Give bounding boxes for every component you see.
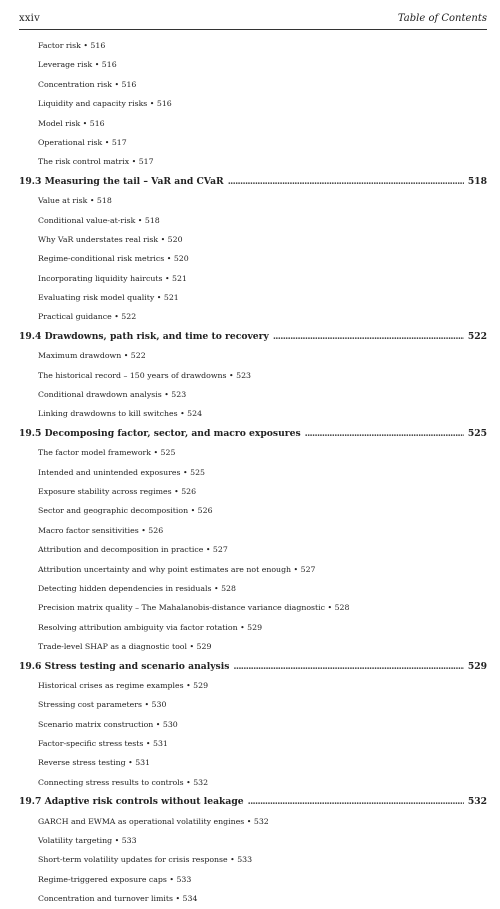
toc-entry: Macro factor sensitivities • 526 (38, 525, 164, 535)
toc-entry: Detecting hidden dependencies in residuals • 528 (38, 583, 236, 593)
dot-leader (228, 172, 464, 192)
toc-entry: Concentration risk • 516 (38, 79, 137, 89)
section-page-number: 529 (467, 660, 487, 672)
toc-entry: Scenario matrix construction • 530 (38, 719, 178, 729)
section-page-number: 518 (467, 175, 487, 187)
toc-entry: Resolving attribution ambiguity via factor rotation • 529 (38, 622, 263, 632)
toc-entry: Reverse stress testing • 531 (38, 758, 151, 768)
toc-entry: Incorporating liquidity haircuts • 521 (38, 273, 187, 283)
toc-entry: Connecting stress results to controls • 532 (38, 777, 209, 787)
toc-entry: Stressing cost parameters • 530 (38, 700, 167, 710)
toc-section-heading (19, 327, 487, 346)
toc-entry: GARCH and EWMA as operational volatility engines • 532 (38, 816, 269, 826)
toc-entry: Sector and geographic decomposition • 526 (38, 506, 213, 516)
table-of-contents (19, 36, 487, 909)
toc-entry: Why VaR understates real risk • 520 (38, 234, 183, 244)
toc-entry: Historical crises as regime examples • 529 (38, 680, 209, 690)
toc-entry: Factor-specific stress tests • 531 (38, 739, 168, 749)
toc-entry: Short-term volatility updates for crisis response • 533 (38, 855, 253, 865)
section-page-number: 532 (467, 796, 487, 808)
dot-leader (273, 327, 464, 347)
toc-section-heading (19, 424, 487, 443)
section-title: 19.3 Measuring the tail – VaR and CVaR (19, 175, 224, 187)
dot-leader (233, 657, 463, 677)
toc-entry: Exposure stability across regimes • 526 (38, 486, 197, 496)
section-page-number: 525 (467, 427, 487, 439)
toc-entry: Evaluating risk model quality • 521 (38, 293, 179, 303)
toc-entry: Value at risk • 518 (38, 196, 112, 206)
running-header (19, 3, 487, 30)
section-title: 19.5 Decomposing factor, sector, and macro exposures (19, 427, 301, 439)
page-number: xxiv (19, 13, 40, 24)
toc-entry: Conditional value-at-risk • 518 (38, 215, 160, 225)
toc-entry: Attribution and decomposition in practice • 527 (38, 545, 228, 555)
toc-entry: The factor model framework • 525 (38, 448, 176, 458)
toc-entry: Attribution uncertainty and why point estimates are not enough • 527 (38, 564, 316, 574)
section-title: 19.6 Stress testing and scenario analysis (19, 660, 230, 672)
toc-entry: Model risk • 516 (38, 118, 105, 128)
toc-entry: Trade-level SHAP as a diagnostic tool • 529 (38, 642, 212, 652)
section-title: 19.4 Drawdowns, path risk, and time to recovery (19, 330, 269, 342)
toc-entry: Linking drawdowns to kill switches • 524 (38, 409, 203, 419)
toc-entry: Practical guidance • 522 (38, 312, 137, 322)
toc-entry: Maximum drawdown • 522 (38, 351, 146, 361)
dot-leader (248, 792, 464, 812)
toc-entry: Precision matrix quality – The Mahalanobis-distance variance diagnostic • 528 (38, 603, 350, 613)
toc-entry: Conditional drawdown analysis • 523 (38, 390, 187, 400)
toc-entry: The historical record – 150 years of drawdowns • 523 (38, 370, 251, 380)
toc-entry: Factor risk • 516 (38, 41, 106, 50)
toc-entry: Operational risk • 517 (38, 137, 127, 147)
toc-entry: The risk control matrix • 517 (38, 157, 154, 167)
running-title: Table of Contents (397, 13, 487, 24)
toc-entry: Intended and unintended exposures • 525 (38, 467, 205, 477)
toc-section-heading (19, 657, 487, 676)
toc-entry: Regime-triggered exposure caps • 533 (38, 874, 192, 884)
toc-entry: Liquidity and capacity risks • 516 (38, 99, 172, 109)
toc-entry: Regime-conditional risk metrics • 520 (38, 254, 189, 264)
toc-entry: Leverage risk • 516 (38, 60, 117, 70)
toc-entry: Concentration and turnover limits • 534 (38, 894, 198, 904)
toc-section-heading (19, 172, 487, 191)
section-title: 19.7 Adaptive risk controls without leakage (19, 796, 244, 808)
toc-entry: Volatility targeting • 533 (38, 836, 137, 846)
dot-leader (305, 424, 464, 444)
toc-section-heading (19, 792, 487, 811)
section-page-number: 522 (467, 330, 487, 342)
